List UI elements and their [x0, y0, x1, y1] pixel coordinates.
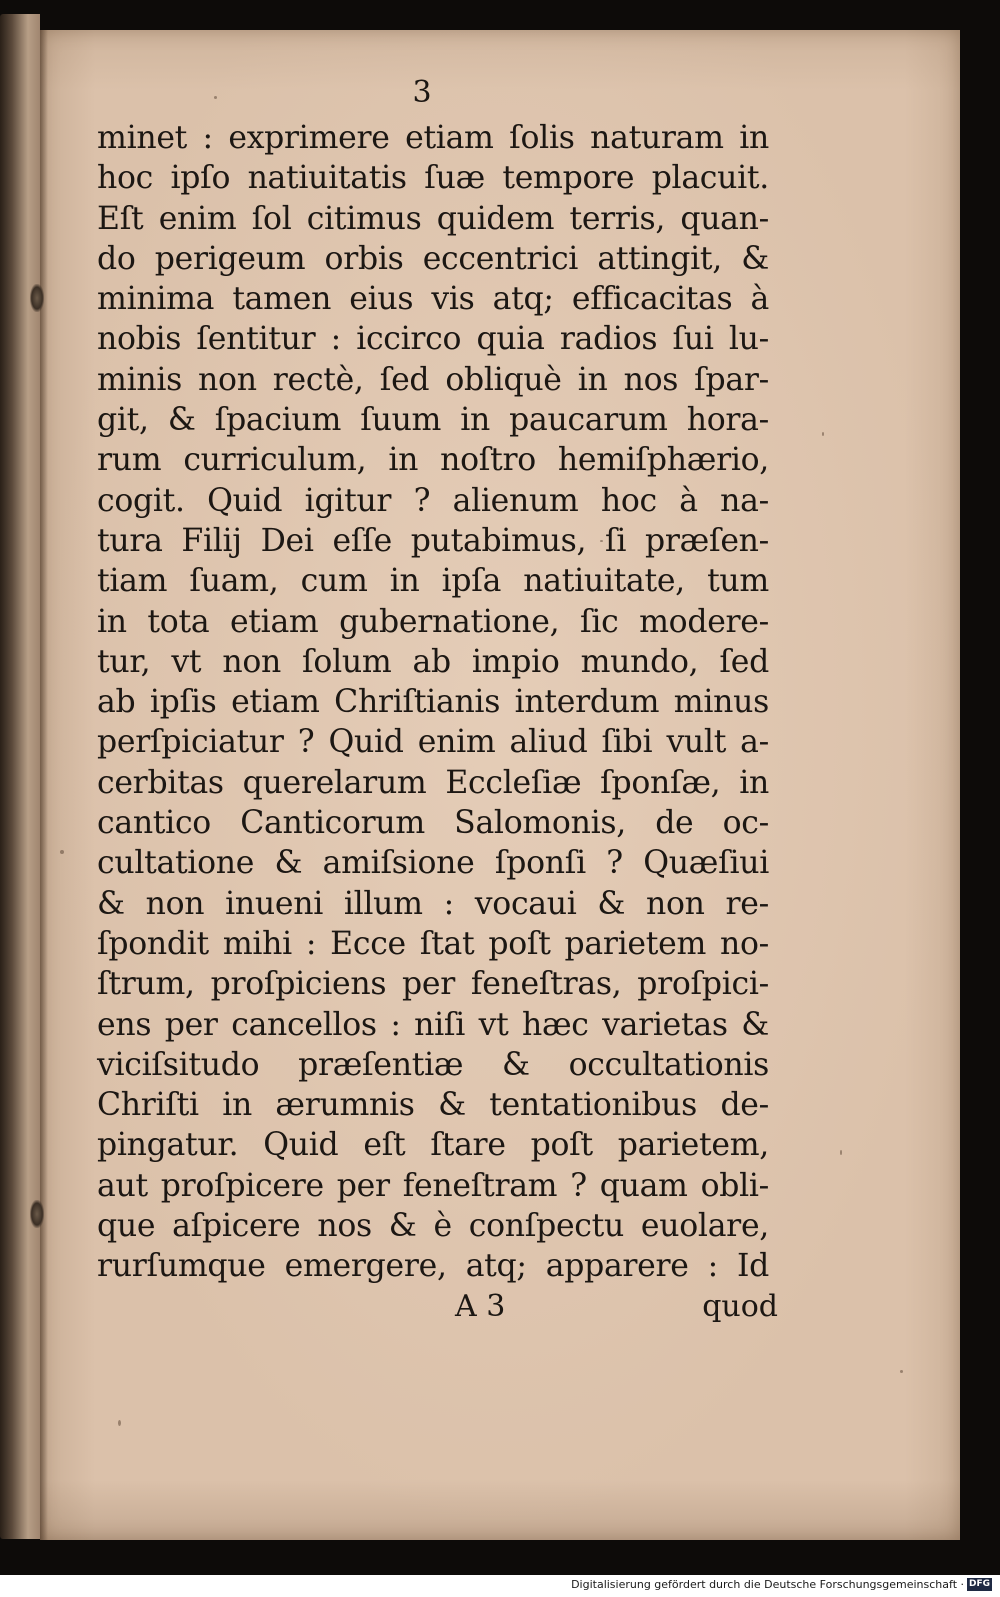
text-line: tur, vt non ſolum ab impio mundo, ſed — [97, 643, 769, 680]
binding-stitch — [30, 1200, 44, 1228]
text-line: pingatur. Quid eſt ſtare poſt parietem, — [97, 1127, 769, 1164]
text-line: do perigeum orbis eccentrici attingit, & — [97, 240, 769, 277]
text-line: ſpondit mihi : Ecce ſtat poſt parietem no- — [97, 925, 769, 962]
paper-speck — [214, 96, 217, 99]
text-line: ſtrum, proſpiciens per feneſtras, proſpici- — [97, 966, 769, 1003]
text-line: perſpiciatur ? Quid enim aliud ſibi vult a- — [97, 724, 769, 761]
paper-speck — [840, 1150, 842, 1155]
text-line: nobis ſentitur : iccirco quia radios ſui lu- — [97, 321, 769, 358]
text-line: minet : exprimere etiam ſolis naturam in — [97, 120, 769, 156]
binding-stitch — [30, 284, 44, 312]
paper-speck — [822, 432, 824, 436]
paper-speck — [60, 850, 64, 854]
text-line: viciſsitudo præſentiæ & occultationis — [97, 1046, 769, 1083]
text-line: & non inueni illum : vocaui & non re- — [97, 885, 769, 922]
paper-speck — [118, 1420, 121, 1426]
text-line: git, & ſpacium ſuum in paucarum hora- — [97, 402, 769, 439]
text-line: ab ipſis etiam Chriſtianis interdum minus — [97, 684, 769, 721]
text-line: tiam ſuam, cum in ipſa natiuitate, tum — [97, 563, 769, 600]
text-line: minima tamen eius vis atq; efficacitas à — [97, 281, 769, 318]
text-line: rurſumque emergere, atq; apparere : Id — [97, 1248, 769, 1285]
text-line: hoc ipſo natiuitatis ſuæ tempore placuit. — [97, 160, 769, 197]
text-line: tura Filij Dei eſſe putabimus, ſi præſen- — [97, 522, 769, 559]
text-line: cultatione & amiſsione ſponſi ? Quæſiui — [97, 845, 769, 882]
dfg-logo-icon: DFG — [968, 1579, 990, 1589]
catchword: quod — [702, 1289, 778, 1324]
text-line: cogit. Quid igitur ? alienum hoc à na- — [97, 482, 769, 519]
body-text — [97, 118, 769, 1287]
text-line: ens per cancellos : niſi vt hæc varietas & — [97, 1006, 769, 1043]
facing-page-edge — [0, 14, 40, 1539]
text-line: cantico Canticorum Salomonis, de oc- — [97, 805, 769, 842]
text-line: aut proſpicere per feneſtram ? quam obli- — [97, 1167, 769, 1204]
text-line: minis non rectè, ſed obliquè in nos ſpar- — [97, 361, 769, 398]
text-line: que aſpicere nos & è conſpectu euolare, — [97, 1208, 769, 1245]
text-line: Eſt enim ſol citimus quidem terris, quan- — [97, 200, 769, 237]
text-line: rum curriculum, in noſtro hemiſphærio, — [97, 442, 769, 479]
gutter-shadow — [40, 30, 48, 1540]
funding-credit: Digitalisierung gefördert durch die Deutsche Forschungsgemeinschaft · — [571, 1578, 964, 1591]
text-line: Chriſti in ærumnis & tentationibus de- — [97, 1087, 769, 1124]
paper-speck — [900, 1370, 903, 1373]
signature-mark: A 3 — [455, 1289, 506, 1324]
text-line: cerbitas querelarum Eccleſiæ ſponſæ, in — [97, 764, 769, 801]
text-line: in tota etiam gubernatione, ſic modere- — [97, 603, 769, 640]
page-number: 3 — [412, 75, 432, 110]
